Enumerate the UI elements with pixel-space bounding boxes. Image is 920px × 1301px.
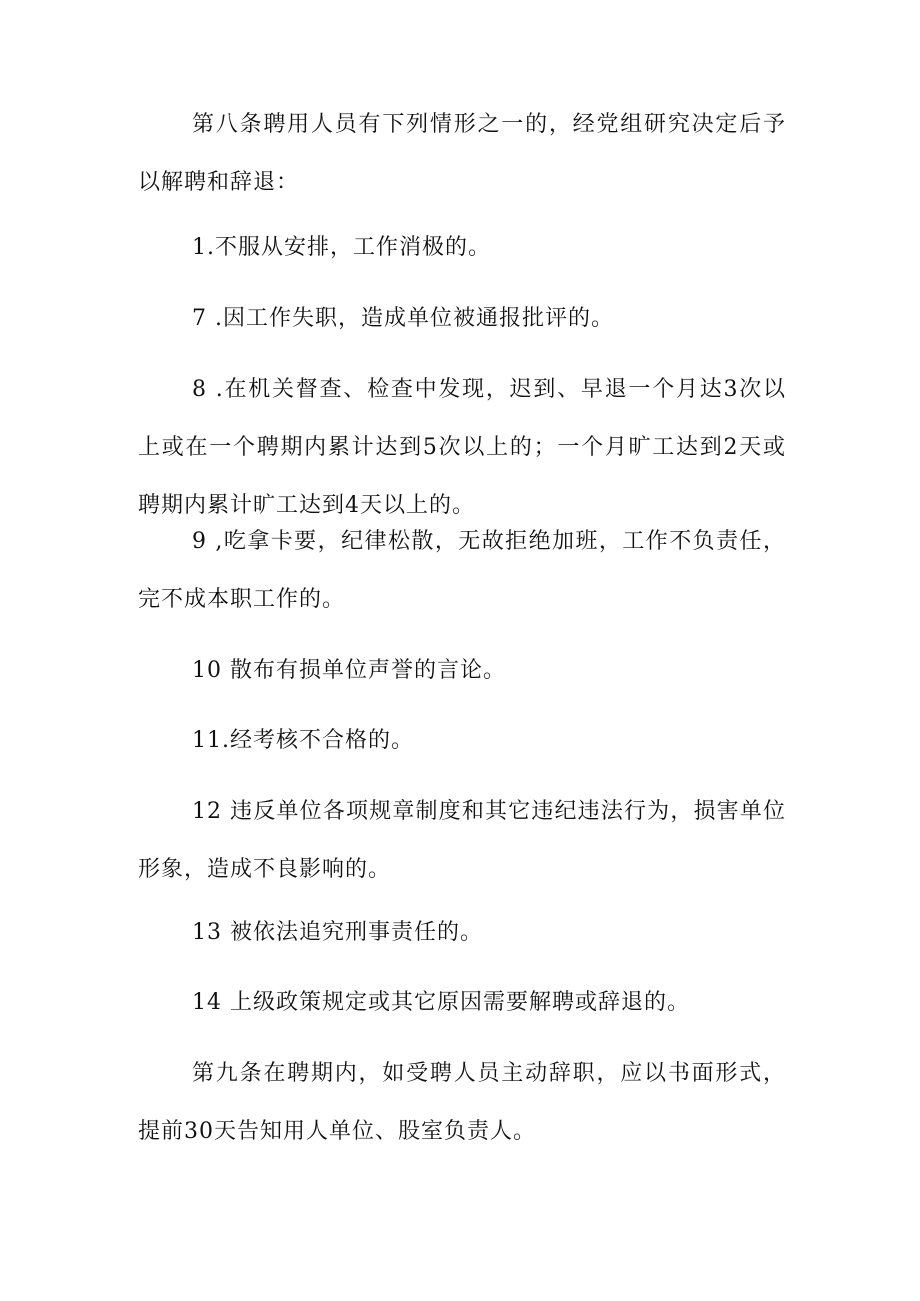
list-item-11: 11.经考核不合格的。 (192, 728, 414, 753)
list-item-10: 10 散布有损单位声誉的言论。 (192, 658, 506, 683)
list-item-7: 7 .因工作失职，造成单位被通报批评的。 (192, 306, 614, 331)
article-8-intro: 第八条聘用人员有下列情形之一的，经党组研究决定后予以解聘和辞退： (138, 112, 786, 195)
list-item-8: 8 .在机关督查、检查中发现，迟到、早退一个月达3次以上或在一个聘期内累计达到5次以上的；一个月旷工达到2天或聘期内累计旷工达到4天以上的。 (138, 377, 786, 518)
list-item-12: 12 违反单位各项规章制度和其它违纪违法行为，损害单位形象，造成不良影响的。 (138, 799, 786, 882)
list-item-13: 13 被依法追究刑事责任的。 (192, 920, 483, 945)
list-item-14: 14 上级政策规定或其它原因需要解聘或辞退的。 (192, 990, 690, 1015)
article-9-paragraph: 第九条在聘期内，如受聘人员主动辞职，应以书面形式，提前30天告知用人单位、股室负责人。 (138, 1061, 786, 1144)
list-item-9: 9 ,吃拿卡要，纪律松散，无故拒绝加班，工作不负责任，完不成本职工作的。 (138, 529, 786, 612)
list-item-1: 1.不服从安排，工作消极的。 (192, 235, 491, 260)
